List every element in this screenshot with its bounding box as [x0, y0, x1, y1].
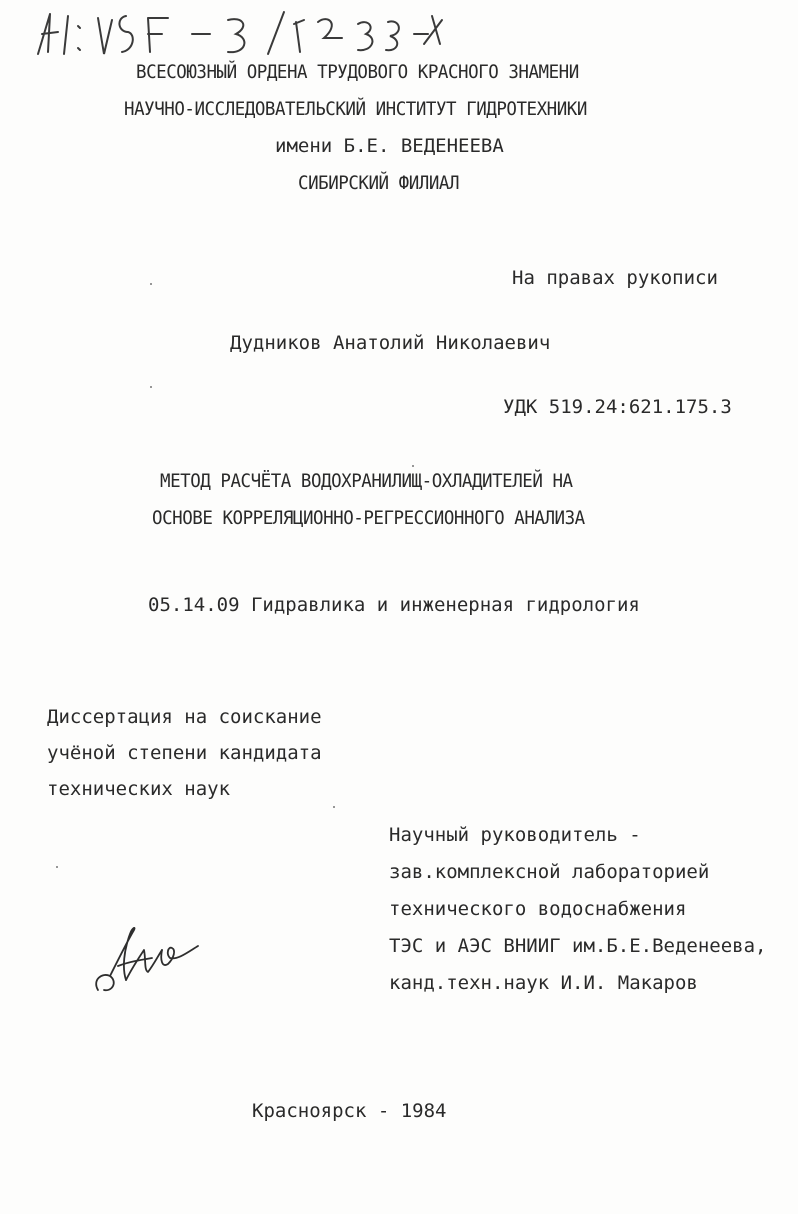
specialty-code: 05.14.09 Гидравлика и инженерная гидрология: [148, 594, 640, 616]
author-signature: [88, 920, 206, 998]
supervisor-line-2: зав.комплексной лабораторией: [389, 861, 710, 883]
scan-speck: [56, 866, 58, 868]
supervisor-line-1: Научный руководитель -: [389, 824, 641, 846]
handwritten-archive-note: [28, 4, 448, 68]
header-line-2: НАУЧНО-ИССЛЕДОВАТЕЛЬСКИЙ ИНСТИТУТ ГИДРОТЕХНИКИ: [124, 98, 587, 120]
dissertation-line-2: учёной степени кандидата: [47, 742, 322, 764]
title-line-2: ОСНОВЕ КОРРЕЛЯЦИОННО-РЕГРЕССИОННОГО АНАЛИЗА: [152, 507, 585, 529]
author-name: Дудников Анатолий Николаевич: [230, 332, 551, 354]
dissertation-line-3: технических наук: [47, 778, 231, 800]
supervisor-line-3: технического водоснабжения: [389, 898, 687, 920]
scan-speck: [412, 465, 414, 467]
header-line-3: имени Б.Е. ВЕДЕНЕЕВА: [275, 135, 504, 157]
supervisor-line-5: канд.техн.наук И.И. Макаров: [389, 972, 698, 994]
scan-speck: [333, 806, 335, 808]
udc-code: УДК 519.24:621.175.3: [503, 396, 732, 418]
manuscript-rights-note: На правах рукописи: [512, 267, 718, 289]
svg-text:Н1: 305 - 3/1838 - 9: Н1: 305 - 3/1838 - 9: [28, 66, 41, 67]
scan-speck: [150, 283, 152, 285]
header-line-1: ВСЕСОЮЗНЫЙ ОРДЕНА ТРУДОВОГО КРАСНОГО ЗНАМЕНИ: [136, 61, 579, 83]
supervisor-line-4: ТЭС и АЭС ВНИИГ им.Б.Е.Веденеева,: [389, 935, 767, 957]
header-line-4: СИБИРСКИЙ ФИЛИАЛ: [298, 172, 460, 194]
title-line-1: МЕТОД РАСЧЁТА ВОДОХРАНИЛИЩ-ОХЛАДИТЕЛЕЙ НА: [160, 470, 573, 492]
dissertation-line-1: Диссертация на соискание: [47, 706, 322, 728]
place-and-year: Красноярск - 1984: [252, 1100, 447, 1122]
scan-speck: [150, 386, 152, 388]
